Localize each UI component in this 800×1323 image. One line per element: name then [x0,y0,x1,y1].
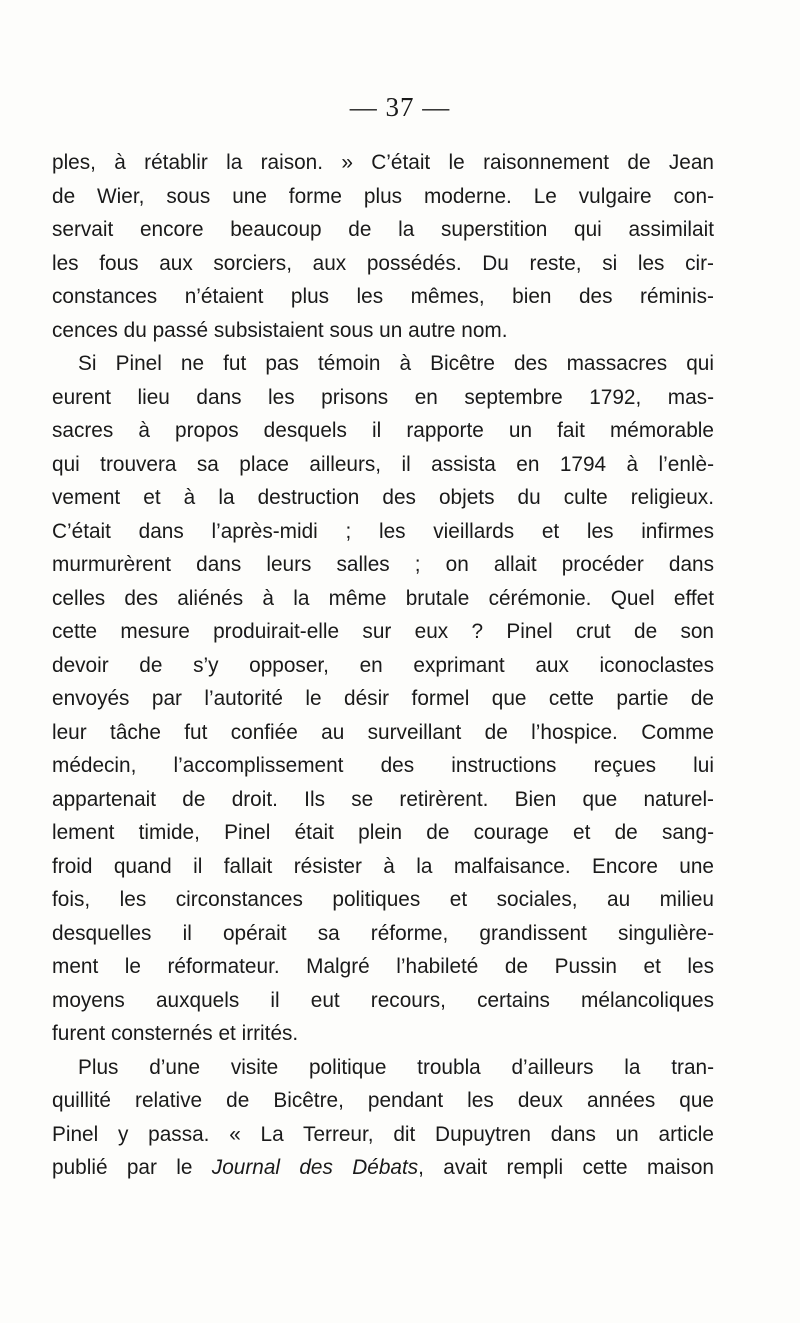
text-line: ment le réformateur. Malgré l’habileté de Pussin et les [52,955,714,978]
text-after-title: , avait rempli cette maison [418,1156,714,1179]
text-line: Si Pinel ne fut pas témoin à Bicêtre des massacres qui [78,352,714,375]
text-line: moyens auxquels il eut recours, certains mélancoliques [52,988,714,1012]
text-line: de Wier, sous une forme plus moderne. Le vulgaire con- [52,184,714,208]
text-before-title: publié par le [52,1156,212,1179]
text-line: lement timide, Pinel était plein de courage et de sang- [52,821,714,844]
text-line: celles des aliénés à la même brutale cérémonie. Quel effet [52,586,714,610]
text-line: quillité relative de Bicêtre, pendant les deux années que [52,1089,714,1112]
text-line: Plus d’une visite politique troubla d’ailleurs la tran- [78,1055,714,1079]
text-line: murmurèrent dans leurs salles ; on allait procéder dans [52,553,714,576]
text-line: les fous aux sorciers, aux possédés. Du reste, si les cir- [52,251,714,275]
text-line: médecin, l’accomplissement des instructions reçues lui [52,754,714,777]
text-line: leur tâche fut confiée au surveillant de l’hospice. Comme [52,720,714,744]
text-line: constances n’étaient plus les mêmes, bien des réminis- [52,285,714,308]
text-line-final [52,1151,714,1185]
body-text [52,146,714,1185]
text-line: froid quand il fallait résister à la malfaisance. Encore une [52,854,714,878]
text-line: vement et à la destruction des objets du culte religieux. [52,486,714,509]
text-line: desquelles il opérait sa réforme, grandissent singulière- [52,921,714,945]
text-line: Pinel y passa. « La Terreur, dit Dupuytren dans un article [52,1122,714,1146]
text-line: appartenait de droit. Ils se retirèrent. Bien que naturel- [52,787,714,811]
newspaper-title: Journal des Débats [211,1156,419,1179]
text-line: qui trouvera sa place ailleurs, il assista en 1794 à l’enlè- [52,452,714,476]
text-line: cences du passé subsistaient sous un autre nom. [52,318,508,342]
text-line: C’était dans l’après-midi ; les vieillards et les infirmes [52,519,714,543]
text-line: fois, les circonstances politiques et sociales, au milieu [52,888,714,911]
text-line: devoir de s’y opposer, en exprimant aux iconoclastes [52,653,714,677]
text-line: cette mesure produirait-elle sur eux ? Pinel crut de son [52,620,714,643]
page-number: — 37 — [349,92,451,122]
text-line: furent consternés et irrités. [52,1022,299,1045]
text-line: ples, à rétablir la raison. » C’était le raisonnement de Jean [52,151,714,174]
text-line: sacres à propos desquels il rapporte un fait mémorable [52,419,714,442]
text-line: servait encore beaucoup de la superstition qui assimilait [52,218,714,241]
text-line: eurent lieu dans les prisons en septembre 1792, mas- [52,385,714,409]
text-line: envoyés par l’autorité le désir formel que cette partie de [52,687,714,710]
